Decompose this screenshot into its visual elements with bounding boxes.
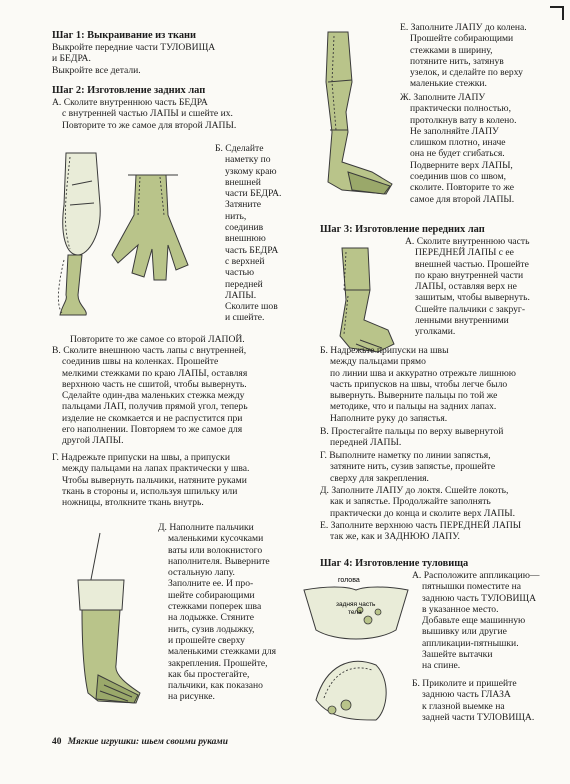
text-line: А. Сколите внутреннюю часть БЕДРА [52, 97, 208, 108]
text-line: и сшейте. [225, 312, 265, 324]
step2-a-text [52, 97, 302, 131]
text-line: Заполните ее. И про- [168, 578, 254, 590]
text-line: Сшейте пальчики с закруг- [415, 303, 526, 315]
text-line: пятнышки поместите на [422, 581, 522, 593]
step2-b-repeat: Повторите то же самое со второй ЛАПОЙ. [70, 334, 245, 345]
step1-text [52, 42, 302, 76]
text-line: Подверните верх ЛАПЫ, [410, 159, 513, 171]
text-line: ваты или волокнистого [168, 544, 263, 556]
text-line: соединив швы на коленках. Прошейте [62, 356, 219, 368]
text-line: передней ЛАПЫ. [330, 437, 402, 449]
text-line: Е. Заполните верхнюю часть ПЕРЕДНЕЙ ЛАПЫ [320, 520, 522, 531]
text-line: сколите. Повторите то же [410, 182, 514, 194]
text-line: узелок, и сделайте по верху [410, 67, 523, 79]
step1-section [52, 30, 302, 76]
text-line: как и запястье. Продолжайте заполнять [330, 496, 491, 508]
text-line: на спине. [422, 660, 461, 672]
text-line: Выкройте все детали. [52, 64, 141, 76]
step4-heading: Шаг 4: Изготовление туловища [320, 558, 469, 569]
text-line: маленькие стежки. [410, 78, 487, 90]
text-line: ножницы, втолкните ткань внутрь. [62, 497, 204, 509]
text-line: пальцами ЛАП, получив прямой угол, теперь [62, 401, 248, 413]
text-line: Сколите шов [225, 301, 278, 313]
step3-heading: Шаг 3: Изготовление передних лап [320, 224, 485, 235]
step2-d-text [158, 522, 308, 703]
text-line: Зашейте вытачки [422, 649, 493, 661]
text-line: стежками в ширину, [410, 44, 493, 56]
text-line: внешней [225, 176, 261, 188]
text-line: Г. Надрежьте припуски на швы, а припуски [52, 452, 230, 463]
text-line: узкому краю [225, 165, 277, 177]
step4-b-text [412, 678, 560, 723]
text-line: так же, как и ЗАДНЮЮ ЛАПУ. [330, 531, 460, 543]
text-line: ткань в стороны и, используя шпильку или [62, 485, 238, 497]
text-line: практически до конца и сколите верх ЛАПЫ. [330, 507, 516, 519]
text-line: Затяните [225, 199, 262, 211]
step2-v-text [52, 345, 307, 447]
text-line: она не будет сгибаться. [410, 148, 505, 160]
text-line: часть припусков на швы, чтобы легче было [330, 378, 508, 390]
text-line: задней части ТУЛОВИЩА. [422, 711, 535, 723]
text-line: остальную лапу. [168, 567, 235, 579]
text-line: между пальцами прямо [330, 356, 426, 368]
page-footer [52, 737, 228, 748]
text-line: Г. Выполните наметку по линии запястья, [320, 450, 491, 461]
text-line: соединив [225, 222, 264, 234]
step3-b-text [320, 345, 560, 424]
text-line: маленькими стежками для [168, 646, 277, 658]
text-line: Сделайте один-два маленьких стежка между [62, 390, 245, 402]
step4-a-text [412, 570, 560, 672]
text-line: наметку по [225, 154, 271, 166]
text-line: аппликации-пятнышки. [422, 637, 519, 649]
text-line: части БЕДРА. [225, 188, 282, 200]
text-line: заднюю часть ГЛАЗА [422, 689, 511, 701]
front-leg-illustration [320, 240, 410, 360]
text-line: ЛАПЫ. [225, 289, 257, 301]
text-line: Е. Заполните ЛАПУ до колена. [400, 22, 527, 33]
text-line: Выкройте передние части ТУЛОВИЩА [52, 42, 216, 53]
text-line: к глазной выемке на [422, 700, 505, 712]
diagram-label-back-line-1: задняя часть [336, 601, 376, 608]
text-line: зашитым, чтобы вывернуть. [415, 292, 530, 304]
text-line: уголками. [415, 326, 456, 338]
text-line: потяните нить, затянув [410, 55, 504, 67]
step2-zh-text [400, 92, 550, 205]
diagram-label-head: голова [338, 577, 360, 584]
text-line: затяните нить, сузив запястье, прошейте [330, 461, 496, 473]
text-line: сверху для закрепления. [330, 472, 429, 484]
step3-g-text [320, 450, 560, 484]
text-line: на лодыжке. Стяните [168, 612, 255, 624]
text-line: соединив шов со швом, [410, 171, 507, 183]
thigh-leg-illustration [48, 145, 208, 320]
text-line: Не заполняйте ЛАПУ [410, 125, 499, 137]
text-line: ленными внутренними [415, 315, 509, 327]
text-line: частью [225, 267, 255, 279]
text-line: стежками поперек шва [168, 601, 262, 613]
text-line: как бы простегайте, [168, 668, 250, 680]
step2-section [52, 85, 302, 131]
text-line: по линии шва и аккуратно отрежьте лишнюю [330, 367, 516, 379]
text-line: шейте собирающими [168, 589, 255, 601]
step3-a-text [405, 236, 555, 338]
text-line: часть БЕДРА [225, 244, 279, 256]
text-line: между пальцами на лапах практически у шва. [62, 463, 250, 475]
step3-v-text [320, 426, 560, 449]
text-line: Ж. Заполните ЛАПУ [400, 92, 486, 103]
text-line: с внутренней частью ЛАПЫ и сшейте их. [62, 108, 233, 120]
text-line: Б. Сделайте [215, 143, 264, 154]
stuffed-leg-illustration [58, 525, 158, 720]
step2-heading: Шаг 2: Изготовление задних лап [52, 85, 206, 96]
text-line: по краю внутренней части [415, 269, 524, 281]
text-line: В. Сколите внешнюю часть лапы с внутренней, [52, 345, 247, 356]
step1-heading: Шаг 1: Выкраивание из ткани [52, 30, 197, 41]
text-line: А. Расположите аппликацию— [412, 570, 540, 581]
text-line: ЛАПЫ, оставляя верх не [415, 281, 517, 293]
step3-e-text [320, 520, 560, 543]
text-line: А. Сколите внутреннюю часть [405, 236, 530, 247]
text-line: практически полностью, [410, 103, 511, 115]
text-line: его наполнении. Повторяем то же самое для [62, 424, 243, 436]
text-line: Добавьте еще машинную [422, 615, 526, 627]
text-line: методике, что и пальцы на задних лапах. [330, 401, 497, 413]
text-line: внешнюю [225, 233, 266, 245]
text-line: Д. Заполните ЛАПУ до локтя. Сшейте локоть, [320, 485, 509, 496]
text-line: нить, [225, 210, 247, 222]
step2-b-text [215, 143, 305, 324]
book-title: Мягкие игрушки: шьем своими руками [67, 737, 228, 747]
text-line: ПЕРЕДНЕЙ ЛАПЫ с ее [415, 247, 514, 259]
text-line: вывернуть. Выверните пальцы по той же [330, 390, 498, 402]
text-line: другой ЛАПЫ. [62, 435, 124, 447]
text-line: слишком плотно, иначе [410, 137, 506, 149]
text-line: с верхней [225, 255, 265, 267]
step3-section [320, 224, 560, 236]
text-line: Наполните руку до запястья. [330, 412, 448, 424]
text-line: Б. Надрежьте припуски на швы [320, 345, 449, 356]
text-line: маленькими кусочками [168, 533, 264, 545]
text-line: и прошейте сверху [168, 634, 245, 646]
text-line: В. Простегайте пальцы по верху вывернутой [320, 426, 504, 437]
text-line: Чтобы вывернуть пальчики, натяните руками [62, 474, 247, 486]
text-line: пальчики, как показано [168, 680, 263, 692]
text-line: передней [225, 278, 263, 290]
text-line: Д. Наполните пальчики [158, 522, 254, 533]
text-line: самое для второй ЛАПЫ. [410, 193, 515, 205]
text-line: заднюю часть ТУЛОВИЩА [422, 592, 537, 604]
step4-section [320, 558, 560, 570]
page-number: 40 [52, 737, 62, 747]
diagram-label-back-line-2: тела [348, 609, 362, 616]
text-line: вышивку или другие [422, 626, 507, 638]
text-line: внешней частью. Прошейте [415, 258, 529, 270]
text-line: мелкими стежками по краю ЛАПЫ, оставляя [62, 367, 248, 379]
step2-e-text [400, 22, 550, 90]
text-line: верхнюю часть не сшитой, чтобы вывернуть. [62, 378, 247, 390]
step3-d-text [320, 485, 560, 519]
text-line: изделие не скомкается и не распустится при [62, 412, 243, 424]
text-line: нить, сузив лодыжку, [168, 623, 255, 635]
step2-g-text [52, 452, 307, 508]
text-line: протолкнув вату в колено. [410, 114, 517, 126]
text-line: Прошейте собирающими [410, 33, 514, 45]
text-line: Б. Приколите и пришейте [412, 678, 517, 689]
text-line: закрепления. Прошейте, [168, 657, 268, 669]
text-line: в указанное место. [422, 603, 499, 615]
body-pattern-illustration [296, 570, 416, 730]
text-line: и БЕДРА. [52, 53, 91, 65]
text-line: наполнителя. Выверните [168, 555, 270, 567]
page-corner-mark [550, 6, 564, 20]
text-line: Повторите то же самое для второй ЛАПЫ. [62, 119, 237, 131]
text-line: на рисунке. [168, 691, 215, 703]
long-leg-illustration [312, 22, 402, 197]
